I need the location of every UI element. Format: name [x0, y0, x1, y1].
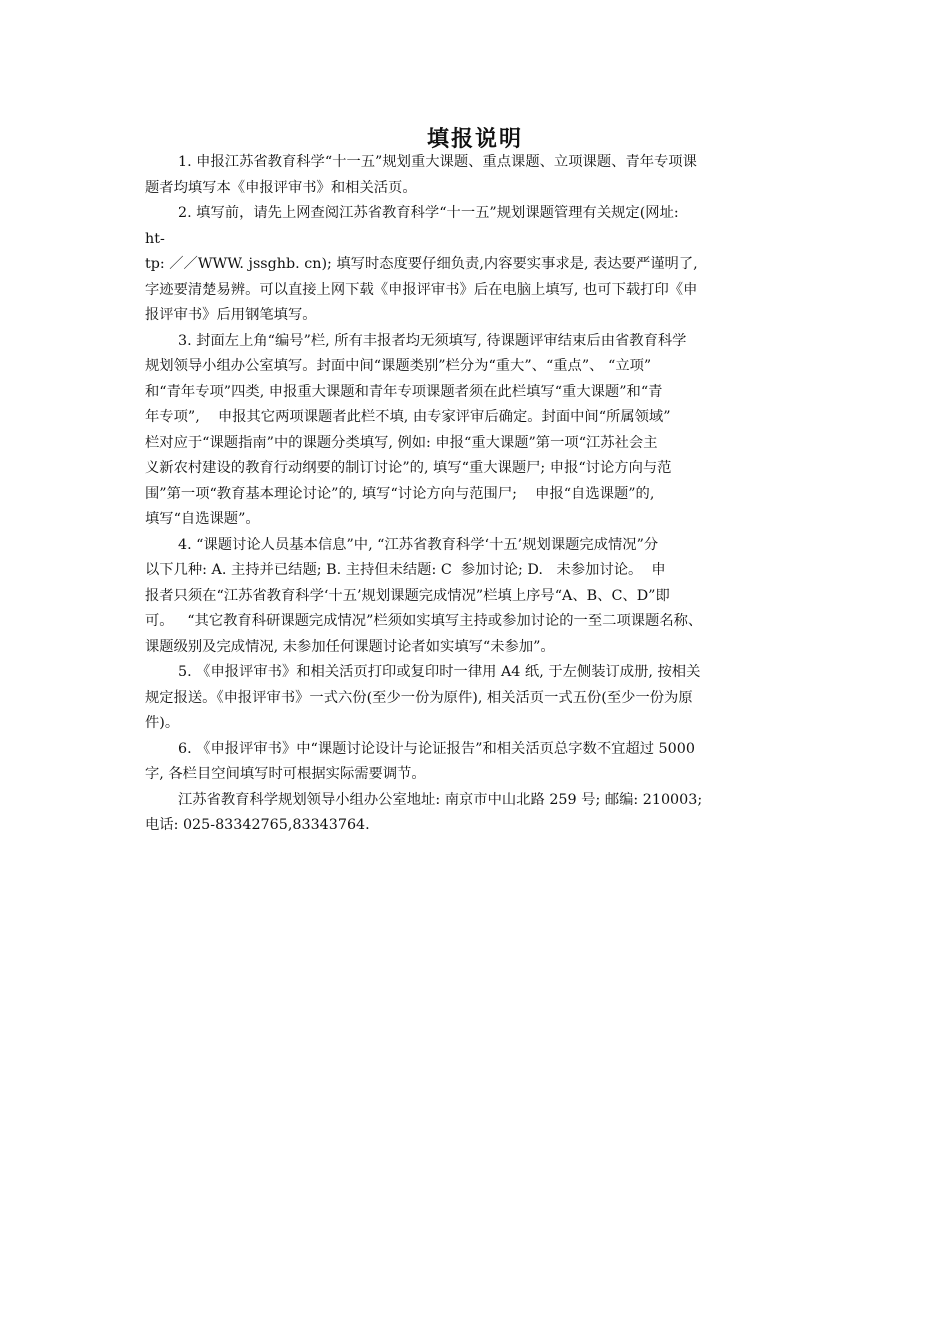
instruction-line: 字迹要清楚易辨。可以直接上网下载《申报评审书》后在电脑上填写, 也可下载打印《申 [145, 281, 698, 298]
instruction-line: 规划领导小组办公室填写。封面中间“课题类别”栏分为“重大”、“重点”、 “立项” [145, 358, 652, 374]
instruction-line: 栏对应于“课题指南”中的课题分类填写, 例如: 申报“重大课题”第一项“江苏社会主 [145, 434, 658, 451]
instruction-line: 报者只须在“江苏省教育科学‘十五’规划课题完成情况”栏填上序号“A、B、C、D”即 [145, 587, 670, 604]
instruction-line: 以下几种: A. 主持并已结题; B. 主持但未结题: C 参加讨论; D. 未参加讨论。 申 [145, 562, 666, 578]
instruction-line: 5. 《申报评审书》和相关活页打印或复印时一律用 A4 纸, 于左侧装订成册, 按相关 [178, 664, 701, 680]
instruction-line: tp: ／／WWW. jssghb. cn); 填写时态度要仔细负责,内容要实事求是, 表达要严谨明了, [145, 256, 698, 272]
instruction-line: 4. “课题讨论人员基本信息”中, “江苏省教育科学‘十五’规划课题完成情况”分 [178, 536, 659, 553]
instruction-line: 规定报送。《申报评审书》一式六份(至少一份为原件), 相关活页一式五份(至少一份为原 [145, 689, 693, 706]
instruction-line: 和“青年专项”四类, 申报重大课题和青年专项课题者须在此栏填写“重大课题”和“青 [145, 383, 663, 400]
instruction-line: 字, 各栏目空间填写时可根据实际需要调节。 [145, 766, 426, 782]
instruction-line: 电话: 025-83342765,83343764. [145, 817, 370, 833]
instruction-line: 6. 《申报评审书》中“课题讨论设计与论证报告”和相关活页总字数不宜超过 5000 [178, 740, 695, 757]
instruction-line: 题者均填写本《申报评审书》和相关活页。 [145, 179, 417, 196]
instruction-line: 年专项”, 申报其它两项课题者此栏不填, 由专家评审后确定。封面中间“所属领域” [145, 409, 671, 425]
instruction-line: 2. 填写前，请先上网查阅江苏省教育科学“十一五”规划课题管理有关规定(网址: [178, 205, 679, 221]
instruction-line: 件)。 [145, 715, 180, 731]
instruction-line: 3. 封面左上角“编号”栏, 所有丰报者均无须填写, 待课题评审结束后由省教育科学 [178, 332, 687, 349]
instruction-line: 1. 申报江苏省教育科学“十一五”规划重大课题、重点课题、立项课题、青年专项课 [178, 154, 697, 170]
instruction-line: 义新农村建设的教育行动纲要的制订讨论”的, 填写“重大课题尸; 申报“讨论方向与范 [145, 460, 672, 476]
page-title: 填报说明 [426, 126, 523, 152]
instruction-line: 围”第一项“教育基本理论讨论”的, 填写“讨论方向与范围尸; 申报“自选课题”的, [145, 485, 655, 502]
instruction-line: 填写“自选课题”。 [145, 511, 260, 527]
instructions-body [145, 150, 810, 839]
instruction-line: 可。 “其它教育科研课题完成情况”栏须如实填写主持或参加讨论的一至二项课题名称、 [145, 613, 703, 629]
instruction-line: 江苏省教育科学规划领导小组办公室地址: 南京市中山北路 259 号; 邮编: 210003; [178, 791, 703, 808]
instruction-line: 课题级别及完成情况, 未参加任何课题讨论者如实填写“未参加”。 [145, 638, 555, 655]
instruction-line: ht- [145, 230, 165, 247]
instruction-line: 报评审书》后用钢笔填写。 [145, 307, 317, 323]
